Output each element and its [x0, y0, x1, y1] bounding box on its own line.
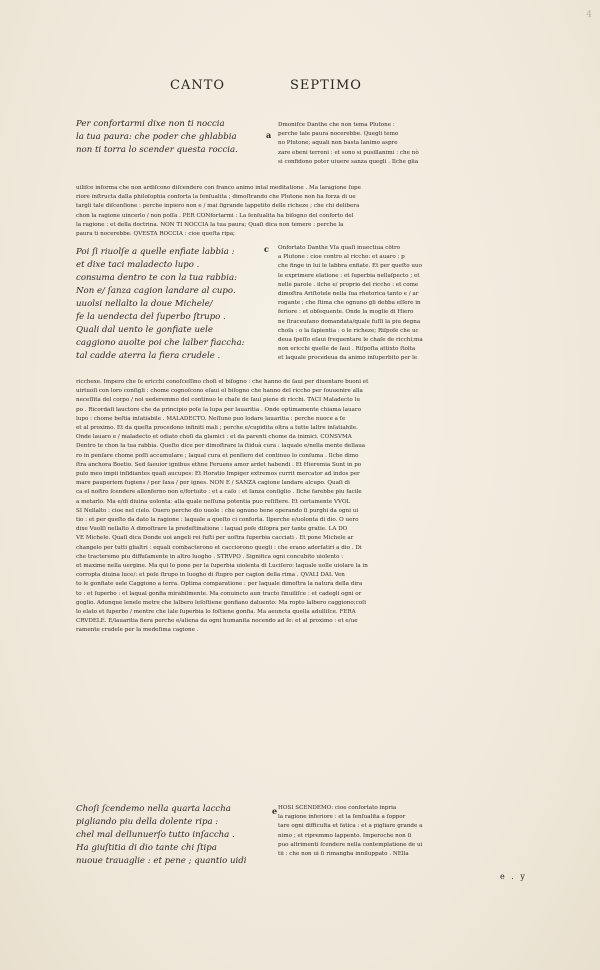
text-line: uirtuoſi con loro conſigli : chome cognoſcono eſaui el biſogno che hanno del riccho per ſouuenire alla — [76, 388, 363, 395]
text-line: ca el noſtro ſcendere allonferno non e/fortuito : et a caſo : et ſanza conſiglio . Ilche farebbe piu facile — [76, 489, 362, 496]
text-line: chel mal dellunuerſo tutto inſaccha . — [76, 830, 235, 840]
text-line: uiliſce informa che non ardiſcono diſcendere con franco animo intal meditatione . Ma laragione ſupe — [76, 185, 361, 191]
text-line: Non e/ ſanza cagion landare al cupo. — [76, 286, 236, 296]
text-line: a metarlo. Ma e/di diuina uolonta: alla quale neſſuna potentia puo reſiſtere. Et certamente VVOL — [76, 498, 351, 505]
text-line: pulo meo impii inſidiantes quaſi aucupes: Et Horatio Impiger extremos currit mercator ad indos per — [76, 471, 360, 478]
text-line: et dixe taci maladecto lupo . — [76, 260, 200, 270]
text-line: feriore : et obſequente. Onde la moglie di Hiero — [278, 309, 414, 316]
text-line: goglio. Adunque lenele metre che lalbero leſoſtiene gonfiano daluento: Ma ropto lalbero caggiono;coſi — [76, 599, 366, 606]
text-line: ro in penſare chome poſſi accumulare ; laqual cura et penſiero del continuo lo conſuma . Ilche dimo — [76, 452, 359, 459]
commentary-wide-2 — [76, 378, 524, 636]
commentary-wide-1 — [76, 184, 524, 239]
running-header-septimo: SEPTIMO — [290, 78, 362, 93]
text-line: choſa : o la ſapientia : o le richeze; Riſpoſe che uc — [278, 327, 419, 334]
text-line: no Plutone; aquali non basta lanimo aspre — [278, 140, 398, 147]
text-line: dimoſtra Ariſtotele nella ſua rhetorica tanto e / ar — [278, 291, 419, 298]
text-line: Ha giuſtitia di dio tante chi ſtipa — [76, 843, 217, 853]
text-line: fe la uendecta del ſuperbo ſtrupo . — [76, 312, 226, 322]
text-line: corropta diuina luce/: et poſe ſtrupo in luogho di ſtupro per cagion della rima . QVALI DAL Ven — [76, 572, 345, 579]
text-line: la tua paura: che poder che ghlabbia — [76, 132, 237, 142]
text-line: Per confortarmi dixe non ti noccia — [76, 119, 225, 129]
text-line: uuolsi nellalto la doue Michele/ — [76, 299, 213, 309]
text-line: ramente crudele per la medeſima cagione . — [76, 627, 199, 634]
text-line: SI Nellalto : cioe nel cielo. Ouero perche dio uuole : che ognuno bene operando ſi purghi da ogni ui — [76, 507, 359, 514]
text-line: chon la ragione uincerlo / non poſſa . PER CONfortarmi : La ſenſualita ha biſogno del conforto del — [76, 212, 354, 219]
text-line: changelo per tutti glialtri : equali combacterono et cacciorono quegli : che erano aderſatiri a dio . Di — [76, 544, 362, 551]
text-line: Poi ſi riuolſe a quelle enfiate labbia : — [76, 247, 235, 257]
text-line: mare pauperiem fugiens / per ſaxa / per ignes. NON E / SANZA cagione landare alcupo. Quaſi di — [76, 480, 350, 487]
verse-block-1 — [76, 118, 276, 157]
folio-mark: 4 — [586, 10, 592, 20]
text-line: zare ebeni terreni : et sono si pusillanimi : che nò — [278, 149, 419, 156]
gloss-marker-a: a — [266, 130, 272, 140]
text-line: consuma dentro te con la tua rabbia: — [76, 273, 238, 283]
text-line: le exprimere elatione : et ſuperbia nellaſpecto ; et — [278, 272, 420, 279]
text-line: caggiono auolte poi che lalber fiaccha: — [76, 338, 245, 348]
text-line: tare ogni difficulta et fatica : et a pigliare grande a — [278, 823, 423, 830]
gloss-marker-c: c — [264, 244, 269, 254]
text-line: paura ti nocerebbe. QVESTA ROCCIA : cioe queſta ripa; — [76, 231, 235, 238]
text-line: deua ſpeſſo eſaui frequentare le chaſe de ricchi;ma — [278, 337, 423, 344]
text-line: dixe Vuolſi nellalto A dimoſtrare la predeſtinatione : laqual poſe diſopra per tante gratie. LA DO — [76, 526, 348, 533]
text-line: to le gonfiate uele Caggiono a terra. Optima comparatione : per laquale dimoſtra la natura della dira — [76, 581, 363, 588]
text-line: VE Michele. Quaſi dica Donde uoi angeli rei fuſti per uoſtra ſuperbia cacciati . Et pone Michele ar — [76, 535, 354, 542]
text-line: riore inſtructa dalla philoſophia conforta la ſenſualita ; dimoſtrando che Plutone non ha forza di ue — [76, 194, 356, 201]
text-line: HOSI SCENDEMO: cioe confortato inpria — [278, 805, 397, 811]
text-line: a Plutone : cioe contro al riccho: et auaro : p — [278, 254, 405, 261]
text-line: Dmonifce Danthe che non tema Plutone : — [278, 122, 395, 128]
text-line: et laquale procedeua da animo inſuperbito per le — [278, 355, 418, 362]
text-line: tio : et per queſto da dato la ragione : laquale a queſto ci conforta. Ilperche e/uolonta di dio. O uero — [76, 517, 359, 524]
text-line: che finge in lui le labbra enfiate. Et per queſto uuo — [278, 263, 422, 270]
text-line: ricchexe. Impero che ſe ericchi conoſceſſino choſi el biſogno : che hanno de ſaui per diuentare buoni et — [76, 379, 369, 385]
text-line: non ti torra lo scender questa roccia. — [76, 145, 238, 155]
text-line: si confidono poter uiuere sanza quegli . Ilche glia — [278, 158, 419, 165]
text-line: tii : che non ui ſi rimangha inniluppato . NElla — [278, 851, 409, 858]
text-line: targli tale diſcenſione : perche inpiero non e / mai ſigrande lappetito delle richeze ; che chi delibera — [76, 203, 360, 210]
text-line: nuoue trauaglie : et pene ; quantio uidi — [76, 856, 247, 866]
text-line: Onfortato Danthe Vſa quaſi inuectiua cōtro — [278, 245, 400, 251]
verse-block-2 — [76, 246, 276, 363]
text-line: et al proximo. Et da queſta procedono infiniti mali ; perche e/cupidita oltra a tutte laltre inſatiabile. — [76, 425, 358, 432]
text-line: lupo : chome beſtia inſatiabile . MALADECTO. Neſſuno puo lodare lauaritia : perche nuoce a ſe — [76, 415, 346, 422]
text-line: puo altrimenti ſcendere nella contemplatione de ui — [278, 841, 423, 848]
commentary-right-1 — [278, 121, 522, 167]
text-line: che tracteremo piu diffuſamente in altro luogho . STRVPO . Significa ogni concubito uiolento : — [76, 553, 344, 560]
text-line: lo elato et ſuperbo / mentre che lale ſuperbia lo ſoſtiene gonfia. Ma aeuncta quella adulliſce. FERA — [76, 609, 356, 616]
text-line: po . Ricordaſi lauctore che da principio poſe la lupa per lauaritia . Onde optimamente chiama lauaro — [76, 406, 361, 413]
text-line: Choſi ſcendemo nella quarta laccha — [76, 804, 231, 814]
signature-mark: e . y — [500, 872, 527, 881]
text-line: nimo ; et ripremmo lappento. Imperoche non ſi — [278, 832, 412, 839]
gloss-marker-e: e — [272, 806, 278, 816]
text-line: et maxime nella uergine. Ma qui lo pone per la ſuperbia uiolenta di Luciſero: laquale uolle uiolare la in — [76, 563, 368, 570]
text-line: neceſſita del corpo / noi uederemmo del continuo le chaſe de ſaui piene di ricchi. TACI Maladecto lu — [76, 397, 360, 404]
running-header-canto: CANTO — [170, 78, 226, 93]
text-line: la ragione : et della doctrina. NON TI NOCCIA la tua paura; Quaſi dica non temere : perche la — [76, 221, 344, 228]
text-line: la ragione inferiore : et la ſenſualita a ſoppor — [278, 814, 406, 821]
text-line: nelle parole . ilche e/ proprio del riccho : et come — [278, 281, 419, 288]
text-line: CRVDELE. E/lauaritia fiera perche e/aliena da ogni humanita nocendo ad ſe: et al proximo : et e/ue — [76, 618, 358, 625]
commentary-right-3 — [278, 804, 522, 859]
text-line: Onde lauaro e / maladecto et odiato choſi da glamici : et da parenti chome da inimici. CONSVMA — [76, 434, 352, 441]
text-line: ſtra anchora Boetio. Sed ſaeuior ignibus ethne Feruens amor ardet habendi . Et Hieremia Sunt in po — [76, 461, 362, 468]
text-line: rogante ; che ſtima che ognuno gli debba eſſere in — [278, 300, 421, 307]
text-line: non ericchi quelle de ſaui . Riſpoſta attixto ſtolta — [278, 346, 416, 353]
text-line: Quali dal uento le gonfiate uele — [76, 325, 213, 335]
text-line: Dentro te chon la tua rabbia. Queſto dice per dimoſtrare la ſtiduà cura : laquale e/nella mente dellaua — [76, 443, 366, 450]
commentary-right-2 — [278, 244, 522, 364]
text-line: ne ſiraceuſano domandata/quale fuſſi la piu degna — [278, 318, 421, 325]
text-line: pigliando piu della dolente ripa : — [76, 817, 219, 827]
text-line: tal cadde aterra la fiera crudele . — [76, 351, 221, 361]
verse-block-3 — [76, 803, 276, 868]
text-line: perche tale paura nocerebbe. Quegli temo — [278, 131, 399, 138]
text-line: to : et ſuperbo : et laqual gonfia mirabilmente. Ma conuincto aun tracto ſinuiliſce : et cadegli ogni or — [76, 590, 362, 597]
